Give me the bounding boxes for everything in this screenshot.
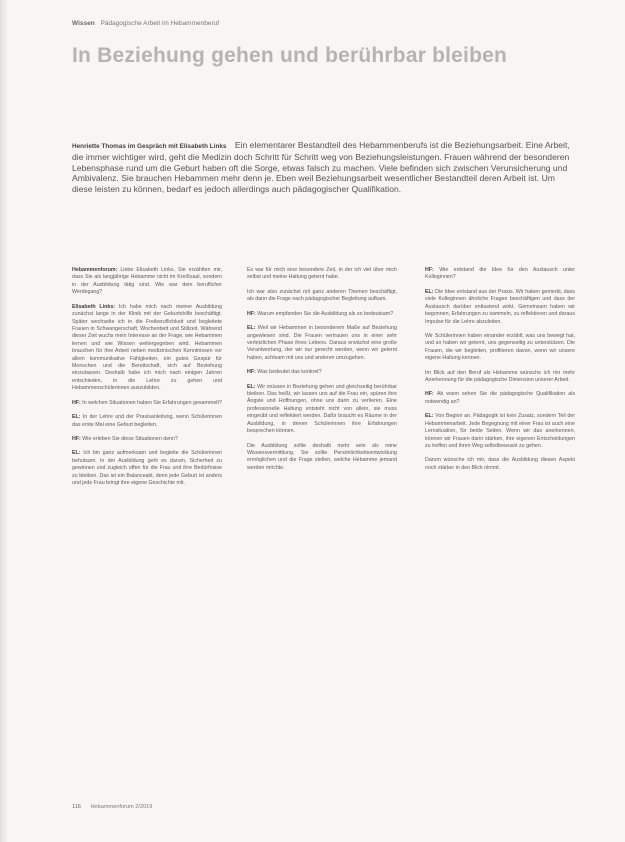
- interview-paragraph: [247, 443, 397, 473]
- interview-paragraph: [425, 391, 575, 406]
- paragraph-text: Ich habe mich nach meiner Ausbildung zunächst lange in der Klinik mit der Geburtshilfe beschäftigt. Später wechselte ich in die Freiberuflichkeit und begleitete Frauen in Schwangerschaft, Wochenbett und Stillzeit. Während dieser Zeit wuchs mein Interesse an der Frage, wie Hebammen lernen und wie Wissen weitergegeben wird. Hebammen brauchen für ihre Arbeit neben medizinischen Kenntnissen vor allem kommunikative Fähigkeiten, ein gutes Gespür für Menschen und die Bereitschaft, sich auf Beziehung einzulassen. Deshalb habe ich mich nach einigen Jahren entschieden, in die Lehre zu gehen und Hebammenschülerinnen auszubilden.: [72, 303, 222, 392]
- speaker-label: HF:: [425, 267, 440, 273]
- interview-paragraph: [247, 369, 397, 376]
- paragraph-text: Ab wann sehen Sie die pädagogische Qualifikation als notwendig an?: [425, 391, 575, 405]
- speaker-label: EL:: [425, 288, 436, 295]
- paragraph-text: Was bedeutet das konkret?: [257, 369, 322, 376]
- page-fold-shadow: [0, 0, 8, 842]
- intro-text: Ein elementarer Bestandteil des Hebammenberufs ist die Beziehungsarbeit. Eine Arbeit, die immer wichtiger wird, geht die Medizin doch Schritt für Schritt weg von Beziehungsleistungen. Frauen während der besonderen Lebensphase rund um die Geburt haben oft die Sorge, etwas falsch zu machen. Viele befinden sich zwischen Verunsicherung und Ambivalenz. Sie brauchen Hebammen mehr denn je. Eben weil Beziehungsarbeit wesentlicher Bestandteil deren Arbeit ist. Um diese leisten zu können, bedarf es jedoch allerdings auch pädagogischer Qualifikation.: [72, 140, 570, 194]
- paragraph-text: Darum wünsche ich mir, dass die Ausbildung diesen Aspekt noch stärker in den Blick nimmt.: [425, 457, 575, 471]
- subsection-label: Pädagogische Arbeit im Hebammenberuf: [100, 20, 220, 27]
- paragraph-text: Wir müssen in Beziehung gehen und gleichzeitig berührbar bleiben. Das heißt, wir lassen uns auf die Frau ein, spüren ihre Ängste und Hoffnungen, ohne uns darin zu verlieren. Eine professionelle Haltung entsteht nicht von allein, sie muss eingeübt und reflektiert werden. Dafür braucht es Räume in der Ausbildung, in denen Schülerinnen ihre Erfahrungen besprechen können.: [247, 383, 397, 435]
- interview-paragraph: [72, 400, 222, 407]
- paragraph-text: Die Idee entstand aus der Praxis. Wir haben gemerkt, dass viele Kolleginnen ähnliche Fragen beschäftigen und dass der Austausch darüber entlastend wirkt. Gemeinsam haben wir begonnen, Erfahrungen zu sammeln, zu reflektieren und daraus Impulse für die Lehre abzuleiten.: [425, 288, 575, 325]
- paragraph-text: Es war für mich eine besondere Zeit, in der ich viel über mich selbst und meine Haltung gelernt habe.: [247, 267, 397, 281]
- text-column-1: [72, 267, 222, 495]
- paragraph-text: Im Blick auf den Beruf als Hebamme wünsche ich mir mehr Anerkennung für die pädagogische Dimension unserer Arbeit.: [425, 369, 575, 384]
- interview-paragraph: [247, 267, 397, 282]
- paragraph-text: Die Ausbildung sollte deshalb mehr sein als reine Wissensvermittlung. Sie sollte Persönlichkeitsentwicklung ermöglichen und die Frage stellen, welche Hebamme jemand werden möchte.: [247, 442, 397, 471]
- page-footer: [72, 804, 152, 810]
- interview-paragraph: [247, 384, 397, 436]
- speaker-label: EL:: [72, 450, 84, 457]
- speaker-label: HF:: [425, 391, 437, 398]
- paragraph-text: Warum empfanden Sie die Ausbildung als so bedeutsam?: [257, 310, 394, 317]
- speaker-label: EL:: [425, 413, 436, 420]
- paragraph-text: In welchen Situationen haben Sie Erfahrungen gesammelt?: [82, 399, 222, 406]
- interview-paragraph: [425, 413, 575, 450]
- speaker-label: Hebammenforum:: [72, 267, 121, 273]
- interview-paragraph: [72, 304, 222, 393]
- paragraph-text: Wie erleben Sie diese Situationen denn?: [82, 436, 179, 443]
- paragraph-text: In der Lehre und der Praxisanleitung, wenn Schülerinnen das erste Mal eine Geburt begleiten.: [72, 414, 222, 428]
- paragraph-text: Von Beginn an. Pädagogik ist kein Zusatz, sondern Teil der Hebammenarbeit. Jede Begegnung mit einer Frau ist auch eine Lernsituation, für beide Seiten. Wenn wir das anerkennen, können wir Frauen darin stärken, ihre eigenen Entscheidungen zu treffen und ihren Weg selbstbewusst zu gehen.: [425, 413, 575, 450]
- paragraph-text: Ich war also zunächst mit ganz anderen Themen beschäftigt, als dann die Frage nach pädagogischer Begleitung aufkam.: [247, 288, 397, 303]
- paragraph-text: Liebe Elisabeth Links, Sie erzählten mir, dass Sie als langjährige Hebamme nicht im Kreißsaal, sondern in der Ausbildung tätig sind. Wie war dein beruflicher Werdegang?: [72, 267, 222, 296]
- speaker-label: HF:: [72, 399, 83, 406]
- publication-name: Hebammenforum 2/2019: [90, 804, 153, 810]
- interview-paragraph: [247, 289, 397, 304]
- paragraph-text: Wie entstand die Idee für den Austausch unter Kolleginnen?: [425, 267, 576, 281]
- section-label: Wissen: [72, 20, 95, 27]
- page-number: 116: [72, 804, 81, 810]
- speaker-label: HF:: [247, 310, 258, 317]
- running-header: [72, 20, 219, 27]
- speaker-label: Elisabeth Links:: [72, 303, 119, 310]
- interview-paragraph: [425, 370, 575, 385]
- speaker-label: HF:: [247, 369, 258, 376]
- text-column-2: [247, 267, 397, 479]
- interview-paragraph: [72, 450, 222, 487]
- interview-paragraph: [425, 267, 575, 282]
- interview-paragraph: [425, 333, 575, 363]
- article-intro: [72, 140, 570, 194]
- article-title: In Beziehung gehen und berührbar bleiben: [72, 44, 508, 67]
- interview-paragraph: [72, 267, 222, 297]
- paragraph-text: Wir Schülerinnen haben einander erzählt, was uns bewegt hat, und so haben wir gelernt, uns gegenseitig zu unterstützen. Die Frauen, die wir begleiten, profitieren davon, wenn wir unsere eigene Haltung kennen.: [425, 332, 575, 362]
- speaker-label: EL:: [72, 414, 83, 421]
- speaker-label: EL:: [247, 383, 258, 390]
- text-column-3: [425, 267, 575, 479]
- paragraph-text: Ich bin ganz aufmerksam und begleite die Schülerinnen behutsam. In der Ausbildung geht es darum, Sicherheit zu gewinnen und zugleich offen für die Frau und ihre Bedürfnisse zu bleiben. Das ist ein Balanceakt, denn jede Geburt ist anders und jede Frau bringt ihre eigene Geschichte mit.: [72, 450, 222, 487]
- interview-paragraph: [247, 325, 397, 362]
- byline: Henriette Thomas im Gespräch mit Elisabeth Links: [72, 143, 227, 150]
- speaker-label: HF:: [72, 436, 83, 443]
- paragraph-text: Weil wir Hebammen in besonderem Maße auf Beziehung angewiesen sind. Die Frauen vertrauen uns in einer sehr verletzlichen Phase ihres Lebens. Daraus erwächst eine große Verantwortung, der wir nur gerecht werden, wenn wir gelernt haben, achtsam mit uns und anderen umzugehen.: [247, 325, 397, 361]
- interview-paragraph: [425, 289, 575, 326]
- interview-paragraph: [247, 311, 397, 318]
- speaker-label: EL:: [247, 325, 258, 332]
- interview-paragraph: [72, 436, 222, 443]
- interview-paragraph: [72, 414, 222, 429]
- interview-paragraph: [425, 457, 575, 472]
